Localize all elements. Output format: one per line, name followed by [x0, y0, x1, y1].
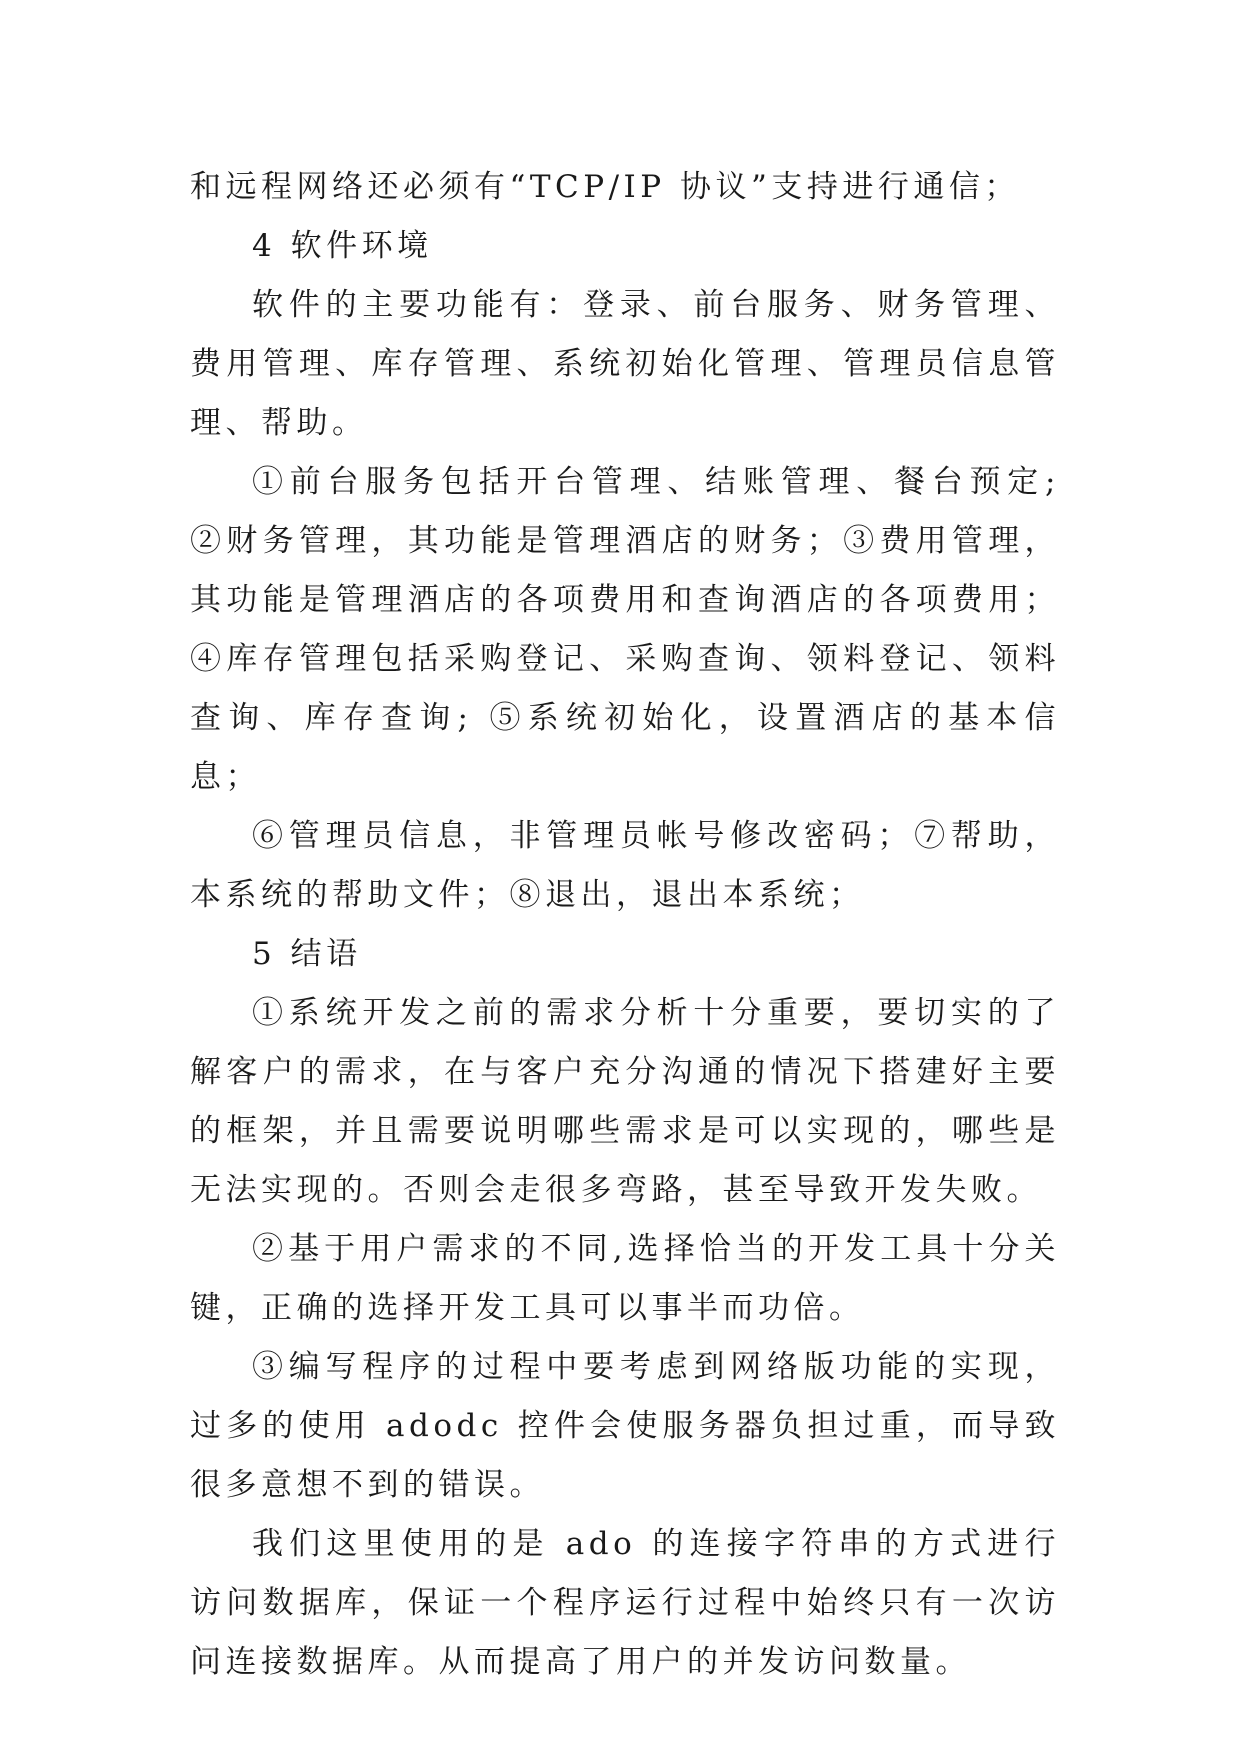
section-heading-conclusion: 5 结语 [252, 936, 362, 972]
paragraph-conclusion-network: ③编写程序的过程中要考虑到网络版功能的实现，过多的使用 adodc 控件会使服务器负担过重，而导致很多意想不到的错误。 [190, 1349, 1060, 1503]
paragraph-admin-help-exit: ⑥管理员信息，非管理员帐号修改密码；⑦帮助，本系统的帮助文件；⑧退出，退出本系统； [190, 818, 1060, 913]
paragraph-conclusion-tools: ②基于用户需求的不同,选择恰当的开发工具十分关键，正确的选择开发工具可以事半而功倍。 [190, 1231, 1060, 1326]
paragraph-conclusion-requirements: ①系统开发之前的需求分析十分重要，要切实的了解客户的需求，在与客户充分沟通的情况下搭建好主要的框架，并且需要说明哪些需求是可以实现的，哪些是无法实现的。否则会走很多弯路，甚至导致开发失败。 [190, 995, 1060, 1208]
section-heading-software-environment: 4 软件环境 [252, 228, 433, 264]
document-body [190, 158, 1060, 1692]
paragraph-ado-connection: 我们这里使用的是 ado 的连接字符串的方式进行访问数据库，保证一个程序运行过程中始终只有一次访问连接数据库。从而提高了用户的并发访问数量。 [190, 1526, 1060, 1680]
paragraph-main-functions: 软件的主要功能有：登录、前台服务、财务管理、费用管理、库存管理、系统初始化管理、管理员信息管理、帮助。 [190, 287, 1060, 441]
paragraph-tcpip-continuation: 和远程网络还必须有“TCP/IP 协议”支持进行通信； [190, 169, 1020, 205]
paragraph-function-details: ①前台服务包括开台管理、结账管理、餐台预定; ②财务管理，其功能是管理酒店的财务；③费用管理，其功能是管理酒店的各项费用和查询酒店的各项费用；④库存管理包括采购登记、采购查询、领料登记、领料查询、库存查询; ⑤系统初始化，设置酒店的基本信息； [190, 464, 1060, 795]
